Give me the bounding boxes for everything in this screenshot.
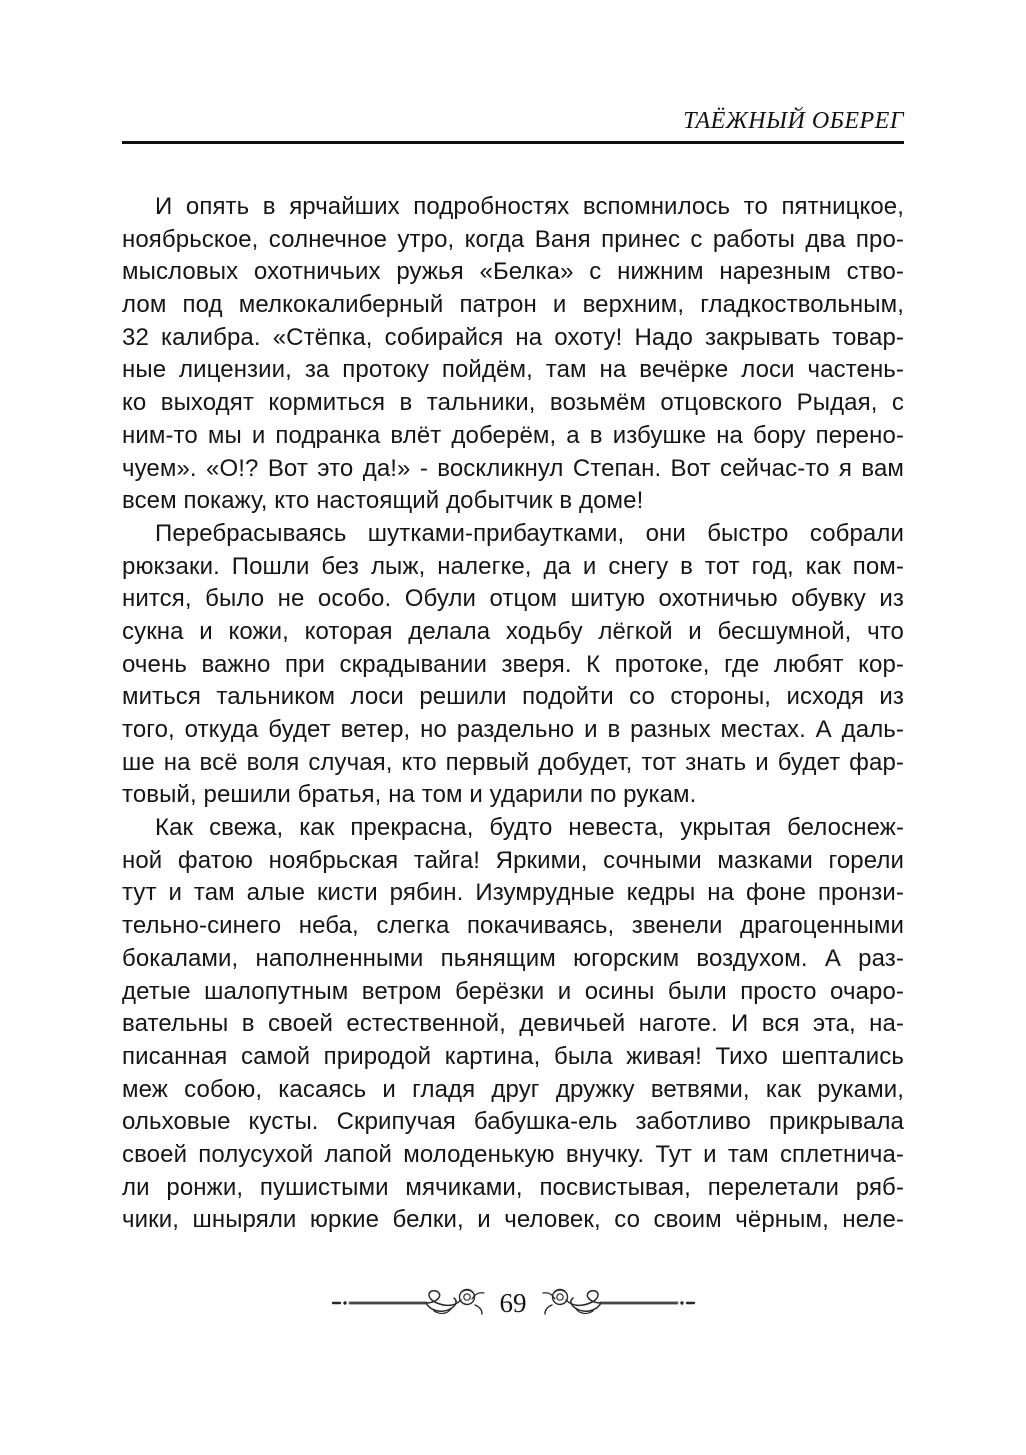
paragraph (122, 518, 904, 812)
text-line: писанная самой природой картина, была живая! Тихо шептались (122, 1042, 904, 1070)
text-line: очень важно при скрадывании зверя. К протоке, где любят кор- (122, 650, 904, 678)
paragraph (122, 812, 904, 1237)
text-line: рюкзаки. Пошли без лыж, налегке, да и снегу в тот год, как пом- (122, 552, 904, 580)
running-header-title: ТАЁЖНЫЙ ОБЕРЕГ (683, 108, 904, 134)
text-line: ноябрьское, солнечное утро, когда Ваня принес с работы два про- (122, 225, 904, 253)
text-line: чуем». «О!? Вот это да!» - воскликнул Степан. Вот сейчас-то я вам (122, 454, 904, 482)
text-line: товый, решили братья, на том и ударили по рукам. (122, 781, 697, 809)
rose-icon (459, 1290, 474, 1305)
footer-ornament-right-icon (537, 1284, 697, 1322)
paragraph (122, 191, 904, 518)
text-line: ольховые кусты. Скрипучая бабушка-ель заботливо прикрывала (122, 1108, 904, 1136)
text-line: чики, шныряли юркие белки, и человек, со своим чёрным, неле- (122, 1206, 904, 1234)
text-line: всем покажу, кто настоящий добытчик в доме! (122, 487, 644, 515)
text-line: И опять в ярчайших подробностях вспомнилось то пятницкое, (155, 193, 904, 220)
text-line: вательны в своей естественной, девичьей наготе. И вся эта, на- (122, 1010, 904, 1038)
text-line: своей полусухой лапой молоденькую внучку. Тут и там сплетнича- (122, 1140, 904, 1168)
text-block (122, 191, 904, 1237)
text-line: того, откуда будет ветер, но раздельно и в разных местах. А даль- (122, 716, 904, 743)
text-line: ним-то мы и подранка влёт доберём, а в избушке на бору перено- (122, 421, 904, 449)
text-line: миться тальником лоси решили подойти со стороны, исходя из (122, 683, 904, 711)
footer-ornament-left-icon (330, 1284, 490, 1322)
text-line: тельно-синего неба, слегка покачиваясь, звенели драгоценными (122, 912, 904, 940)
page-number: 69 (499, 1288, 527, 1318)
text-line: сукна и кожи, которая делала ходьбу лёгкой и бесшумной, что (122, 617, 904, 645)
text-line: детые шалопутным ветром берёзки и осины были просто очаро- (122, 977, 904, 1005)
header-rule (122, 141, 904, 144)
text-line: нится, было не особо. Обули отцом шитую охотничью обувку из (122, 585, 904, 613)
text-line: мысловых охотничьих ружья «Белка» с нижним нарезным ство- (122, 258, 904, 286)
text-line: меж собою, касаясь и гладя друг дружку ветвями, как руками, (122, 1075, 904, 1103)
text-line: ли ронжи, пушистыми мячиками, посвистывая, перелетали ряб- (122, 1173, 904, 1201)
text-line: ные лицензии, за протоку пойдём, там на вечёрке лоси частень- (122, 356, 904, 384)
text-line: Как свежа, как прекрасна, будто невеста, укрытая белоснеж- (155, 814, 904, 842)
page-footer (0, 1284, 1026, 1322)
text-line: Перебрасываясь шутками-прибаутками, они быстро собрали (155, 519, 904, 547)
text-line: бокалами, наполненными пьянящим югорским воздухом. А раз- (122, 944, 904, 972)
text-line: лом под мелкокалиберный патрон и верхним, гладкоствольным, (122, 291, 904, 319)
text-line: ной фатою ноябрьская тайга! Яркими, сочными мазками горели (122, 846, 904, 874)
text-line: 32 калибра. «Стёпка, собирайся на охоту! Надо закрывать товар- (122, 323, 904, 351)
text-line: тут и там алые кисти рябин. Изумрудные кедры на фоне пронзи- (122, 879, 904, 907)
text-line: ше на всё воля случая, кто первый добудет, тот знать и будет фар- (122, 748, 904, 776)
text-line: ко выходят кормиться в тальники, возьмём отцовского Рыдая, с (122, 389, 904, 417)
